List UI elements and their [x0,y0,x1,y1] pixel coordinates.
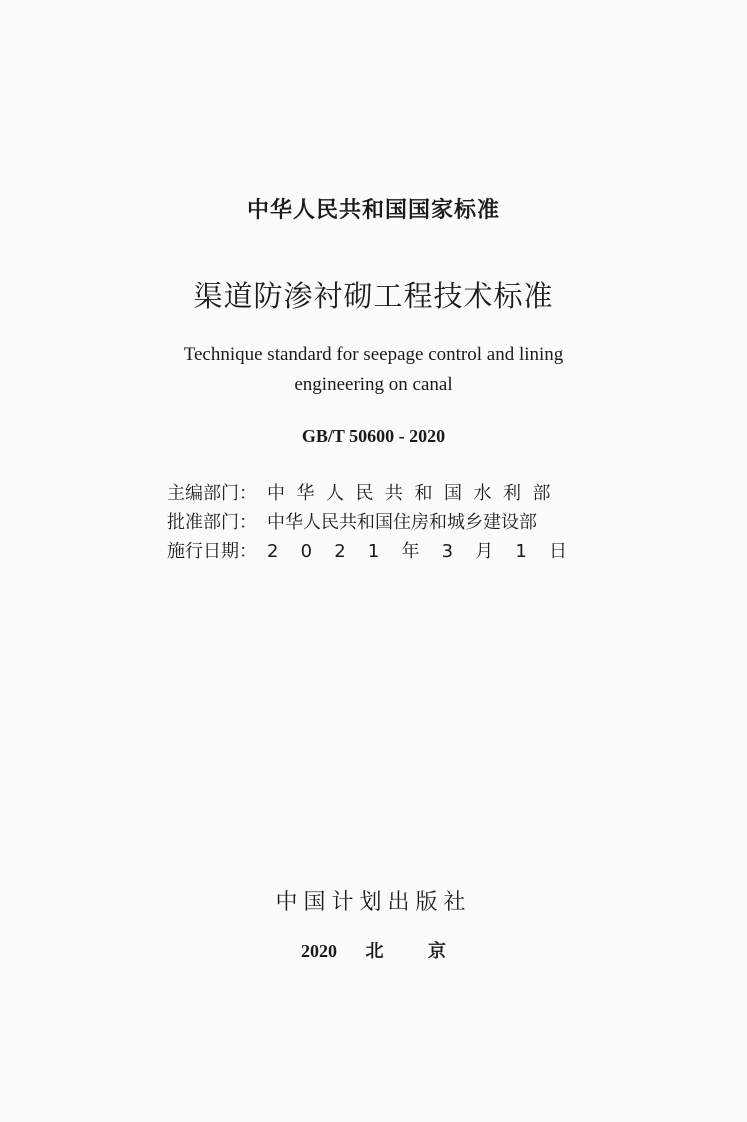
date-part: 日 [548,541,567,562]
meta-label-date: 施行日期： [167,541,257,562]
meta-block [167,479,567,566]
date-part: 1 [367,541,380,562]
city-char-2: 京 [428,941,446,961]
meta-row-editor [167,479,567,508]
date-part: 0 [300,541,313,562]
publication-year: 2020 [301,941,337,961]
meta-value-date [267,537,567,566]
city-char-1: 北 [365,941,384,961]
meta-value-editor: 中华人民共和国水利部 [267,483,562,504]
date-part: 2 [334,541,346,562]
title-chinese: 渠道防渗衬砌工程技术标准 [193,279,554,313]
publication-place [0,937,747,963]
date-part: 3 [441,541,454,562]
date-part: 月 [475,541,494,562]
meta-label-approver: 批准部门： [167,512,257,533]
title-english-line-1: Technique standard for seepage control and lining [183,344,564,365]
date-part: 1 [515,541,527,562]
meta-label-editor: 主编部门： [167,483,257,504]
date-part: 2 [267,541,279,562]
title-english [0,340,747,400]
national-standard-heading: 中华人民共和国国家标准 [246,198,500,223]
date-part: 年 [401,541,420,562]
title-english-line-2: engineering on canal [294,374,453,395]
publisher-name: 中国计划出版社 [275,890,472,915]
meta-value-approver: 中华人民共和国住房和城乡建设部 [267,512,537,533]
meta-row-approver [167,508,567,537]
meta-row-date [167,537,567,566]
standard-code: GB/T 50600 - 2020 [301,426,446,446]
